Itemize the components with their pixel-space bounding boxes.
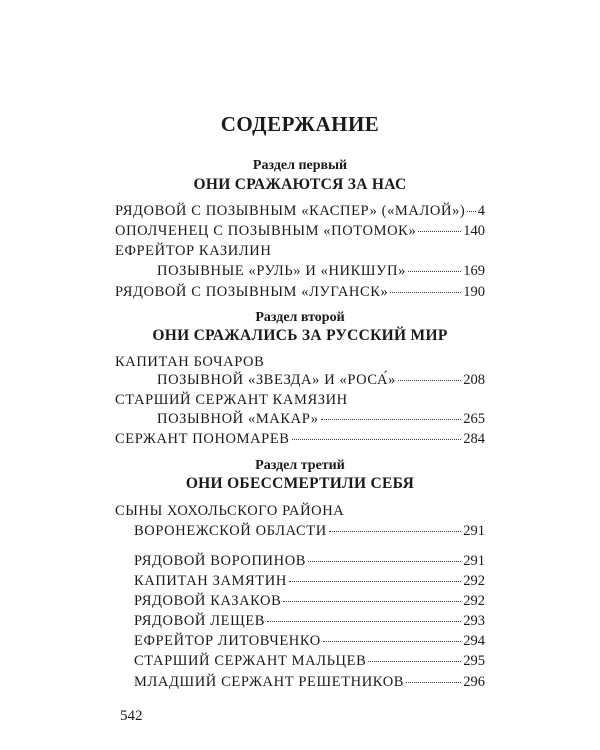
toc-entry-text: СТАРШИЙ СЕРЖАНТ МАЛЬЦЕВ xyxy=(134,653,367,669)
toc-entry-page: 295 xyxy=(463,653,485,669)
toc-entry xyxy=(134,523,485,540)
toc-entry-text: РЯДОВОЙ ВОРОПИНОВ xyxy=(134,553,307,569)
dot-leader xyxy=(323,640,461,642)
toc-entry-heading: СЫНЫ ХОХОЛЬСКОГО РАЙОНА xyxy=(115,503,345,519)
dot-leader xyxy=(289,580,461,582)
toc-entry-page: 293 xyxy=(463,613,485,629)
dot-leader xyxy=(467,210,475,212)
dot-leader xyxy=(292,438,462,440)
toc-entry-page: 296 xyxy=(463,674,485,690)
dot-leader xyxy=(267,620,461,622)
toc-entry-page: 208 xyxy=(463,372,485,388)
toc-entry-page: 4 xyxy=(477,203,485,219)
section-label: Раздел третий xyxy=(255,458,345,473)
dot-leader xyxy=(390,291,461,293)
section-title: ОНИ СРАЖАЛИСЬ ЗА РУССКИЙ МИР xyxy=(152,327,448,344)
toc-entry-page: 292 xyxy=(463,593,485,609)
toc-entry-page: 140 xyxy=(463,223,485,239)
toc-entry-text: РЯДОВОЙ С ПОЗЫВНЫМ «ЛУГАНСК» xyxy=(115,284,389,300)
section-title: ОНИ ОБЕССМЕРТИЛИ СЕБЯ xyxy=(185,475,415,492)
toc-entry-heading: СТАРШИЙ СЕРЖАНТ КАМЯЗИН xyxy=(115,392,348,408)
toc-entry-page: 294 xyxy=(463,633,485,649)
section-label: Раздел первый xyxy=(252,158,348,173)
section-title: ОНИ СРАЖАЮТСЯ ЗА НАС xyxy=(193,176,407,193)
section-label: Раздел второй xyxy=(255,310,345,325)
toc-entry-text: КАПИТАН ЗАМЯТИН xyxy=(134,573,287,589)
toc-entry xyxy=(115,431,485,448)
toc-entry xyxy=(115,223,485,240)
toc-entry-text: ВОРОНЕЖСКОЙ ОБЛАСТИ xyxy=(134,523,327,539)
toc-entry-heading: ЕФРЕЙТОР КАЗИЛИН xyxy=(115,243,272,259)
toc-entry-page: 265 xyxy=(463,411,485,427)
toc-entry-page: 284 xyxy=(463,431,485,447)
dot-leader xyxy=(418,230,461,232)
dot-leader xyxy=(329,530,461,532)
toc-entry-text: ЕФРЕЙТОР ЛИТОВЧЕНКО xyxy=(134,633,321,649)
toc-entry-text: ПОЗЫВНОЙ «ЗВЕЗДА» И «РОСА́» xyxy=(157,372,396,388)
dot-leader xyxy=(398,379,461,381)
toc-entry-heading: КАПИТАН БОЧАРОВ xyxy=(115,354,265,370)
dot-leader xyxy=(368,660,461,662)
dot-leader xyxy=(283,600,461,602)
toc-entry-text: РЯДОВОЙ КАЗАКОВ xyxy=(134,593,282,609)
toc-entry-text: ПОЗЫВНЫЕ «РУЛЬ» И «НИКШУП» xyxy=(157,263,406,279)
toc-entry xyxy=(134,553,485,570)
page-title: СОДЕРЖАНИЕ xyxy=(220,112,380,136)
toc-entry-page: 169 xyxy=(463,263,485,279)
toc-entry xyxy=(157,263,485,280)
toc-entry-page: 190 xyxy=(463,284,485,300)
toc-entry-text: СЕРЖАНТ ПОНОМАРЕВ xyxy=(115,431,290,447)
toc-entry xyxy=(134,593,485,610)
toc-entry-page: 291 xyxy=(463,523,485,539)
dot-leader xyxy=(408,270,461,272)
toc-entry xyxy=(157,411,485,428)
page-number: 542 xyxy=(120,708,143,724)
toc-entry-text: ОПОЛЧЕНЕЦ С ПОЗЫВНЫМ «ПОТОМОК» xyxy=(115,223,417,239)
toc-entry-page: 291 xyxy=(463,553,485,569)
toc-entry xyxy=(115,284,485,301)
toc-entry xyxy=(115,203,485,220)
toc-entry-text: РЯДОВОЙ ЛЕЩЕВ xyxy=(134,613,266,629)
toc-entry xyxy=(134,674,485,691)
toc-entry-text: ПОЗЫВНОЙ «МАКАР» xyxy=(157,411,319,427)
toc-entry xyxy=(157,372,485,389)
toc-entry xyxy=(134,633,485,650)
toc-entry-text: МЛАДШИЙ СЕРЖАНТ РЕШЕТНИКОВ xyxy=(134,674,405,690)
toc-entry-text: РЯДОВОЙ С ПОЗЫВНЫМ «КАСПЕР» («МАЛОЙ») xyxy=(115,203,466,219)
dot-leader xyxy=(308,560,461,562)
toc-entry xyxy=(134,653,485,670)
dot-leader xyxy=(321,418,462,420)
dot-leader xyxy=(406,681,461,683)
toc-entry xyxy=(134,573,485,590)
toc-entry xyxy=(134,613,485,630)
toc-entry-page: 292 xyxy=(463,573,485,589)
